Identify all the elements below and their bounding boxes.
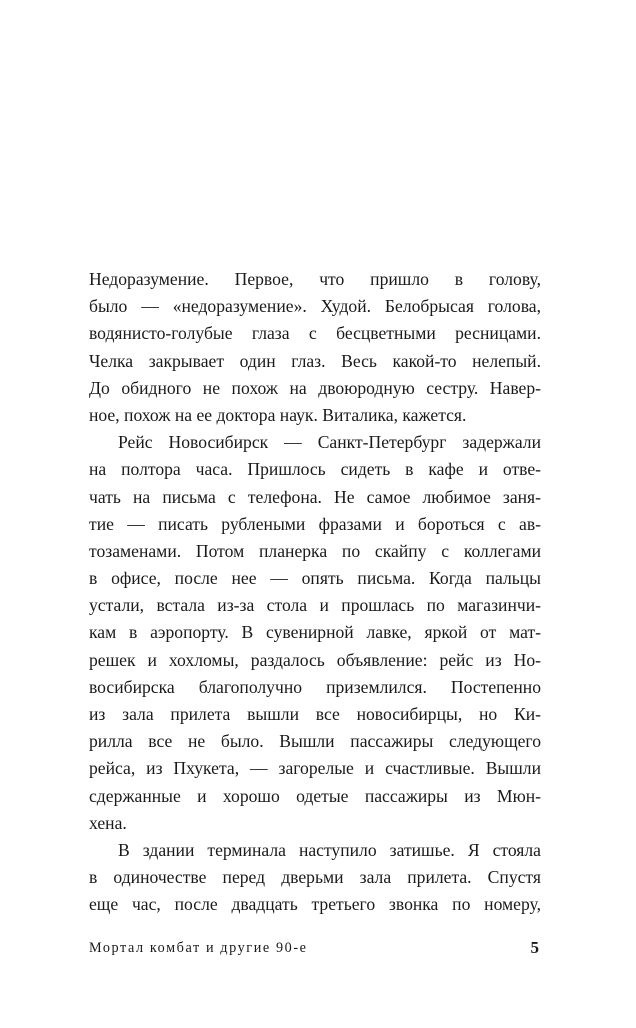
text-line: чать на письма с телефона. Не самое любимое заня- xyxy=(89,486,541,507)
text-line: тозаменами. Потом планерка по скайпу с коллегами xyxy=(89,540,541,561)
page-footer xyxy=(89,937,541,959)
text-line: из зала прилета вышли все новосибирцы, но Ки- xyxy=(89,704,541,724)
text-line: в одиночестве перед дверьми зала прилета. Спустя xyxy=(89,867,541,888)
text-line: рейса, из Пхукета, — загорелые и счастливые. Вышли xyxy=(89,758,541,779)
text-line: еще час, после двадцать третьего звонка по номеру, xyxy=(89,894,541,915)
body-text xyxy=(89,266,541,919)
text-line: В здании терминала наступило затишье. Я стояла xyxy=(118,839,541,860)
text-line: восибирска благополучно приземлился. Постепенно xyxy=(89,676,541,697)
text-line: водянисто-голубые глаза с бесцветными ресницами. xyxy=(89,323,541,344)
text-line: кам в аэропорту. В сувенирной лавке, яркой от мат- xyxy=(89,622,541,643)
page-number: 5 xyxy=(530,938,539,957)
paragraph xyxy=(89,266,541,429)
text-line: было — «недоразумение». Худой. Белобрысая голова, xyxy=(89,296,541,317)
text-line: Рейс Новосибирск — Санкт-Петербург задержали xyxy=(118,432,541,453)
text-line: Недоразумение. Первое, что пришло в голову, xyxy=(89,269,541,289)
paragraph xyxy=(89,837,541,919)
text-line: решек и хохломы, раздалось объявление: рейс из Но- xyxy=(89,649,541,670)
text-line: тие — писать рублеными фразами и бороться с ав- xyxy=(89,513,541,534)
running-head: Мортал комбат и другие 90-е xyxy=(89,940,308,956)
paragraph xyxy=(89,429,541,837)
text-line: Челка закрывает один глаз. Весь какой-то нелепый. xyxy=(89,350,541,371)
text-line: ное, похож на ее доктора наук. Виталика, кажется. xyxy=(89,404,467,425)
text-line: на полтора часа. Пришлось сидеть в кафе и отве- xyxy=(89,459,541,480)
text-line: рилла все не было. Вышли пассажиры следующего xyxy=(89,731,541,752)
text-line: До обидного не похож на двоюродную сестру. Навер- xyxy=(89,377,541,398)
text-line: хена. xyxy=(89,812,127,833)
text-line: сдержанные и хорошо одетые пассажиры из Мюн- xyxy=(89,785,541,806)
text-line: устали, встала из-за стола и прошлась по магазинчи- xyxy=(89,595,541,616)
text-line: в офисе, после нее — опять письма. Когда пальцы xyxy=(89,568,541,589)
